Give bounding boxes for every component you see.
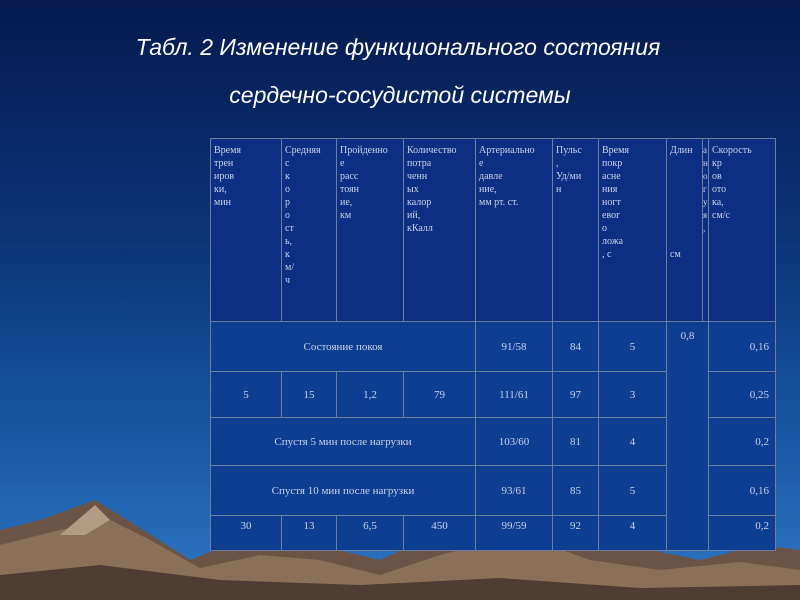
header-cell (282, 139, 337, 322)
length-cell (667, 322, 709, 551)
header-cell (404, 139, 476, 322)
header-length: Длин см (670, 145, 693, 260)
header-cell (337, 139, 404, 322)
speed-cell: 0,25 (709, 372, 776, 418)
redness-cell: 4 (599, 418, 667, 466)
header-pulse: Пульс , Уд/ми н (556, 145, 582, 195)
header-calories: Количество потра ченн ых калор ий, кКалл (407, 145, 457, 234)
header-cell (553, 139, 599, 322)
avg-speed-cell: 15 (282, 372, 337, 418)
cardio-data-table (210, 138, 776, 551)
bp-cell: 91/58 (476, 322, 553, 372)
bp-cell: 111/61 (476, 372, 553, 418)
slide-title-line-1: Табл. 2 Изменение функционального состояния (135, 34, 661, 60)
distance-cell: 1,2 (337, 372, 404, 418)
table-header-row (211, 139, 776, 322)
header-cell (211, 139, 282, 322)
time-cell: 30 (211, 516, 282, 551)
redness-cell: 5 (599, 322, 667, 372)
row-label: Спустя 5 мин после нагрузки (211, 418, 476, 466)
calories-cell: 79 (404, 372, 476, 418)
header-blood-pressure: Артериально е давле ние, мм рт. ст. (479, 145, 535, 208)
speed-cell: 0,2 (709, 418, 776, 466)
header-cell (476, 139, 553, 322)
bp-cell: 99/59 (476, 516, 553, 551)
redness-cell: 4 (599, 516, 667, 551)
bp-cell: 93/61 (476, 466, 553, 516)
bp-cell: 103/60 (476, 418, 553, 466)
redness-cell: 5 (599, 466, 667, 516)
header-overflow-letters: а н о г у я , (703, 145, 708, 233)
pulse-cell: 81 (553, 418, 599, 466)
header-distance: Пройденно е расс тоян ие, км (340, 145, 388, 221)
row-label: Состояние покоя (211, 322, 476, 372)
speed-cell: 0,2 (709, 516, 776, 551)
calories-cell: 450 (404, 516, 476, 551)
speed-cell: 0,16 (709, 322, 776, 372)
length-value: 0,8 (680, 330, 695, 342)
header-blood-flow-speed: Скорость кр ов ото ка, см/с (712, 145, 752, 221)
pulse-cell: 84 (553, 322, 599, 372)
time-cell: 5 (211, 372, 282, 418)
header-avg-speed: Средняя с к о р о ст ь, к м/ ч (285, 145, 321, 286)
redness-cell: 3 (599, 372, 667, 418)
header-nail-bed-redness: Время покр асне ния ногт евог о ложа , с (602, 145, 630, 260)
header-cell (709, 139, 776, 322)
pulse-cell: 92 (553, 516, 599, 551)
row-label: Спустя 10 мин после нагрузки (211, 466, 476, 516)
speed-cell: 0,16 (709, 466, 776, 516)
table-row-rest (211, 322, 776, 372)
slide-title-line-2: сердечно-сосудистой системы (229, 82, 571, 108)
pulse-cell: 97 (553, 372, 599, 418)
distance-cell: 6,5 (337, 516, 404, 551)
header-cell (667, 139, 703, 322)
avg-speed-cell: 13 (282, 516, 337, 551)
pulse-cell: 85 (553, 466, 599, 516)
header-cell (599, 139, 667, 322)
header-training-time: Время трен иров ки, мин (214, 145, 242, 208)
